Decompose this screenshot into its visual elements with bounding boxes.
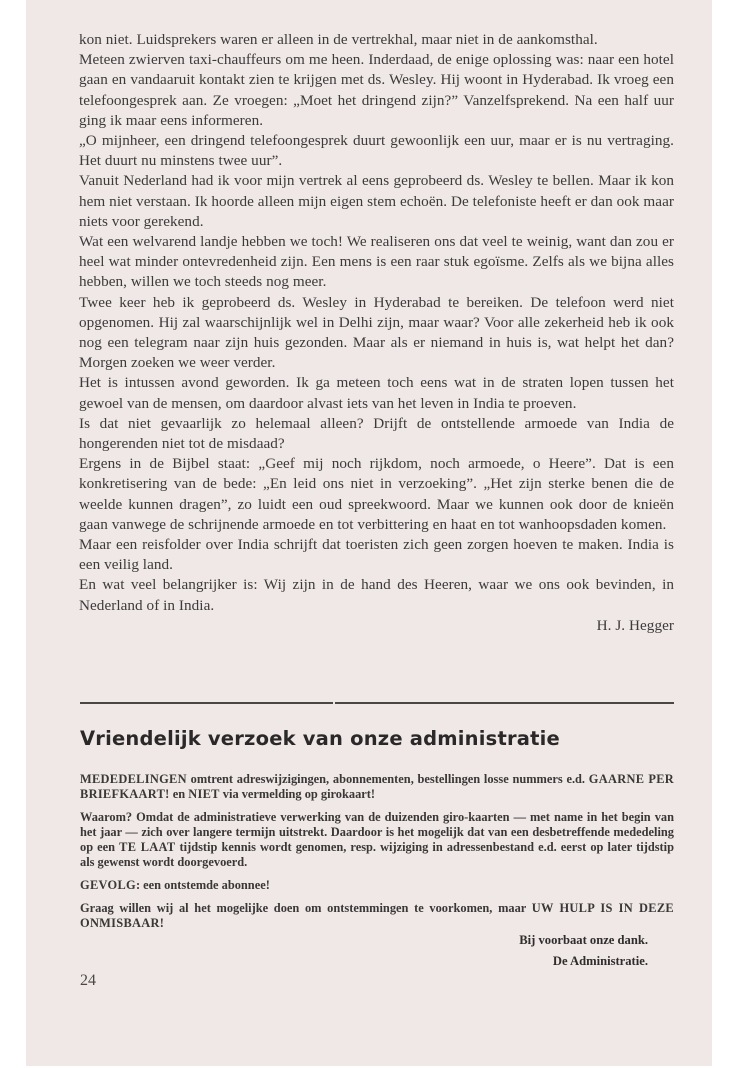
notice-caps-text: GAARNE PER BRIEFKAART! — [80, 772, 675, 801]
article-paragraph: Maar een reisfolder over India schrijft dat toeristen zich geen zorgen hoeven te maken. India is een veilig land. — [79, 536, 674, 574]
article-paragraph: Wat een welvarend landje hebben we toch! We realiseren ons dat veel te weinig, want dan zou er heel wat minder ontevredenheid zijn. Een mens is een raar stuk egoïsme. Zelfs als we bijna alles hebben, willen we toch steeds nog meer. — [79, 233, 674, 291]
closing-thanks: Bij voorbaat onze dank. — [519, 933, 648, 947]
notice-text: : een ontstemde abonnee! — [135, 878, 270, 892]
article-body — [79, 30, 674, 636]
notice-caps-text: GEVOLG — [80, 878, 136, 892]
article-paragraph: Is dat niet gevaarlijk zo helemaal alleen? Drijft de ontstellende armoede van India de hongerenden niet tot de misdaad? — [79, 414, 674, 453]
notice-body — [80, 772, 674, 939]
closing-sender: De Administratie. — [552, 954, 648, 968]
notice-text: omtrent adreswijzigingen, abonnementen, bestellingen losse nummers e.d. — [186, 772, 589, 786]
notice-paragraph-request — [80, 901, 674, 931]
notice-text: Waarom? Omdat de administratieve verwerking van de duizenden giro-kaarten — met name in het begin van het jaar — zich over langere termijn uitstrekt. Daardoor is het mogelijk dat van een desbetreffende mededeling op een — [80, 810, 674, 854]
article-paragraph: Het is intussen avond geworden. Ik ga meteen toch eens wat in de straten lopen tussen het gewoel van de mensen, om daardoor alvast iets van het leven in India te proeven. — [79, 374, 674, 412]
notice-heading: Vriendelijk verzoek van onze administratie — [80, 727, 560, 750]
article-paragraph: Meteen zwierven taxi-chauffeurs om me heen. Inderdaad, de enige oplossing was: naar een hotel gaan en vandaaruit kontakt zien te krijgen met ds. Wesley. Hij woont in Hyderabad. Ik vroeg een telefoongesprek aan. Ze vroegen: „Moet het dringend zijn?” Vanzelfsprekend. Na een half uur ging ik maar eens informeren. — [79, 51, 674, 129]
notice-caps-text: MEDEDELINGEN — [80, 772, 187, 786]
notice-text: tijdstip kennis wordt genomen, resp. wijziging in adressenbestand e.d. eerst op later tijdstip als gewenst wordt doorgevoerd. — [80, 840, 674, 869]
notice-text: Graag willen wij al het mogelijke doen om ontstemmingen te voorkomen, maar — [80, 901, 532, 915]
page-number: 24 — [80, 972, 96, 989]
article-paragraph: Ergens in de Bijbel staat: „Geef mij noch rijkdom, noch armoede, o Heere”. Dat is een konkretisering van de bede: „En leid ons niet in verzoeking”. „Het zijn sterke benen die de weelde kunnen dragen”, zo luidt een oud spreekwoord. Maar we kunnen ook door de knieën gaan vanwege de schrijnende armoede en tot verbittering en haat en tot wanhoopsdaden komen. — [79, 455, 674, 533]
article-paragraph: Vanuit Nederland had ik voor mijn vertrek al eens geprobeerd ds. Wesley te bellen. Maar ik kon hem niet verstaan. Ik hoorde alleen mijn eigen stem echoën. De telefoniste heeft er dan ook maar niets voor gerekend. — [79, 172, 674, 230]
notice-text: en — [169, 787, 189, 801]
section-divider-right — [335, 702, 674, 704]
notice-caps-text: TE LAAT — [119, 840, 176, 854]
article-paragraph: En wat veel belangrijker is: Wij zijn in de hand des Heeren, waar we ons ook bevinden, in Nederland of in India. — [79, 576, 674, 614]
notice-paragraph-waarom — [80, 810, 674, 870]
section-divider-left — [80, 702, 333, 704]
notice-paragraph-gevolg — [80, 878, 674, 893]
author-signature: H. J. Hegger — [596, 616, 674, 634]
notice-paragraph-mededelingen — [80, 772, 674, 802]
notice-caps-text: NIET — [188, 787, 220, 801]
article-paragraph: kon niet. Luidsprekers waren er alleen in de vertrekhal, maar niet in de aankomsthal. — [79, 31, 598, 48]
magazine-page — [26, 0, 712, 1066]
notice-text: via vermelding op girokaart! — [219, 787, 376, 801]
article-paragraph: „O mijnheer, een dringend telefoongesprek duurt gewoonlijk een uur, maar er is nu vertraging. Het duurt nu minstens twee uur”. — [79, 132, 674, 170]
notice-closing — [519, 930, 648, 972]
article-paragraph: Twee keer heb ik geprobeerd ds. Wesley in Hyderabad te bereiken. De telefoon werd niet opgenomen. Hij zal waarschijnlijk wel in Delhi zijn, maar waar? Voor alle zekerheid heb ik ook nog een telegram naar zijn huis gezonden. Maar als er niemand in huis is, wat helpt het dan? Morgen zoeken we weer verder. — [79, 293, 674, 372]
notice-caps-text: UW HULP IS IN DEZE ONMISBAAR! — [80, 901, 674, 930]
